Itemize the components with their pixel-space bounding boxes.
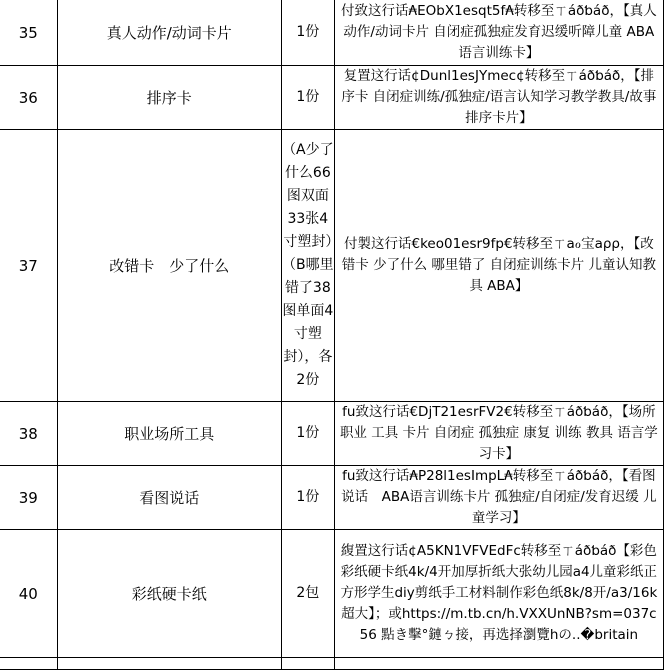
table-row [0, 66, 664, 130]
row-number: 36 [0, 66, 57, 130]
row-number: 38 [0, 402, 57, 466]
item-purchase-text: fu致这行话€DjT21esrFV2€转移至ㄒáðƅáð，【场所 职业 工具 卡片 自闭症 孤独症 康复 训练 教具 语言学习卡】 [334, 402, 663, 466]
row-number: 40 [0, 530, 57, 658]
table-row [0, 130, 664, 402]
table-row-partial [0, 658, 664, 670]
item-quantity: （A少了什么66图双面33张4寸塑封）（B哪里错了38图单面4寸塑封），各2份 [281, 130, 334, 402]
table-row [0, 466, 664, 530]
row-number: 39 [0, 466, 57, 530]
empty-cell [334, 658, 663, 670]
item-quantity: 1份 [281, 0, 334, 66]
item-quantity: 1份 [281, 66, 334, 130]
item-purchase-text: fu致这行话₳P28l1esImpL₳转移至ㄒáðƅáð，【看图说话 ABA语言训练卡片 孤独症/自闭症/发育迟缓 儿童学习】 [334, 466, 663, 530]
empty-cell [0, 658, 57, 670]
item-name: 改错卡 少了什么 [57, 130, 281, 402]
item-purchase-text: 复置这行话¢Dunl1esJYmec¢转移至ㄒáðƅáð，【排序卡 自闭症训练/孤独症/语言认知学习教学教具/故事排序卡片】 [334, 66, 663, 130]
item-quantity: 1份 [281, 466, 334, 530]
row-number: 37 [0, 130, 57, 402]
item-quantity: 2包 [281, 530, 334, 658]
item-name: 看图说话 [57, 466, 281, 530]
item-name: 彩纸硬卡纸 [57, 530, 281, 658]
item-name: 排序卡 [57, 66, 281, 130]
item-name: 职业场所工具 [57, 402, 281, 466]
empty-cell [57, 658, 281, 670]
table-row [0, 530, 664, 658]
row-number: 35 [0, 0, 57, 66]
item-purchase-text: 付製这行话€keo01esr9fp€转移至ㄒaℴ宝aρρ，【改错卡 少了什么 哪里错了 自闭症训练卡片 儿童认知教具 ABA】 [334, 130, 663, 402]
item-purchase-text: 付致这行话₳EObX1esqt5f₳转移至ㄒáðƅáð，【真人动作/动词卡片 自闭症孤独症发育迟缓听障儿童 ABA语言训练卡】 [334, 0, 663, 66]
item-purchase-text: 緮置这行话¢A5KN1VFVEdFc转移至ㄒáðƅáð【彩色彩纸硬卡纸4k/4开加厚折纸大张幼儿园a4儿童彩纸正方形学生diy剪纸手工材料制作彩色纸8k/8开/a3/16k超大】；或https://m.tb.cn/h.VXXUnNB?sm=037c56 點き擊°鏈ㄅ接，再选择瀏覽hの..�britain [334, 530, 663, 658]
item-quantity: 1份 [281, 402, 334, 466]
item-name: 真人动作/动词卡片 [57, 0, 281, 66]
table-row [0, 402, 664, 466]
table-row [0, 0, 664, 66]
empty-cell [281, 658, 334, 670]
